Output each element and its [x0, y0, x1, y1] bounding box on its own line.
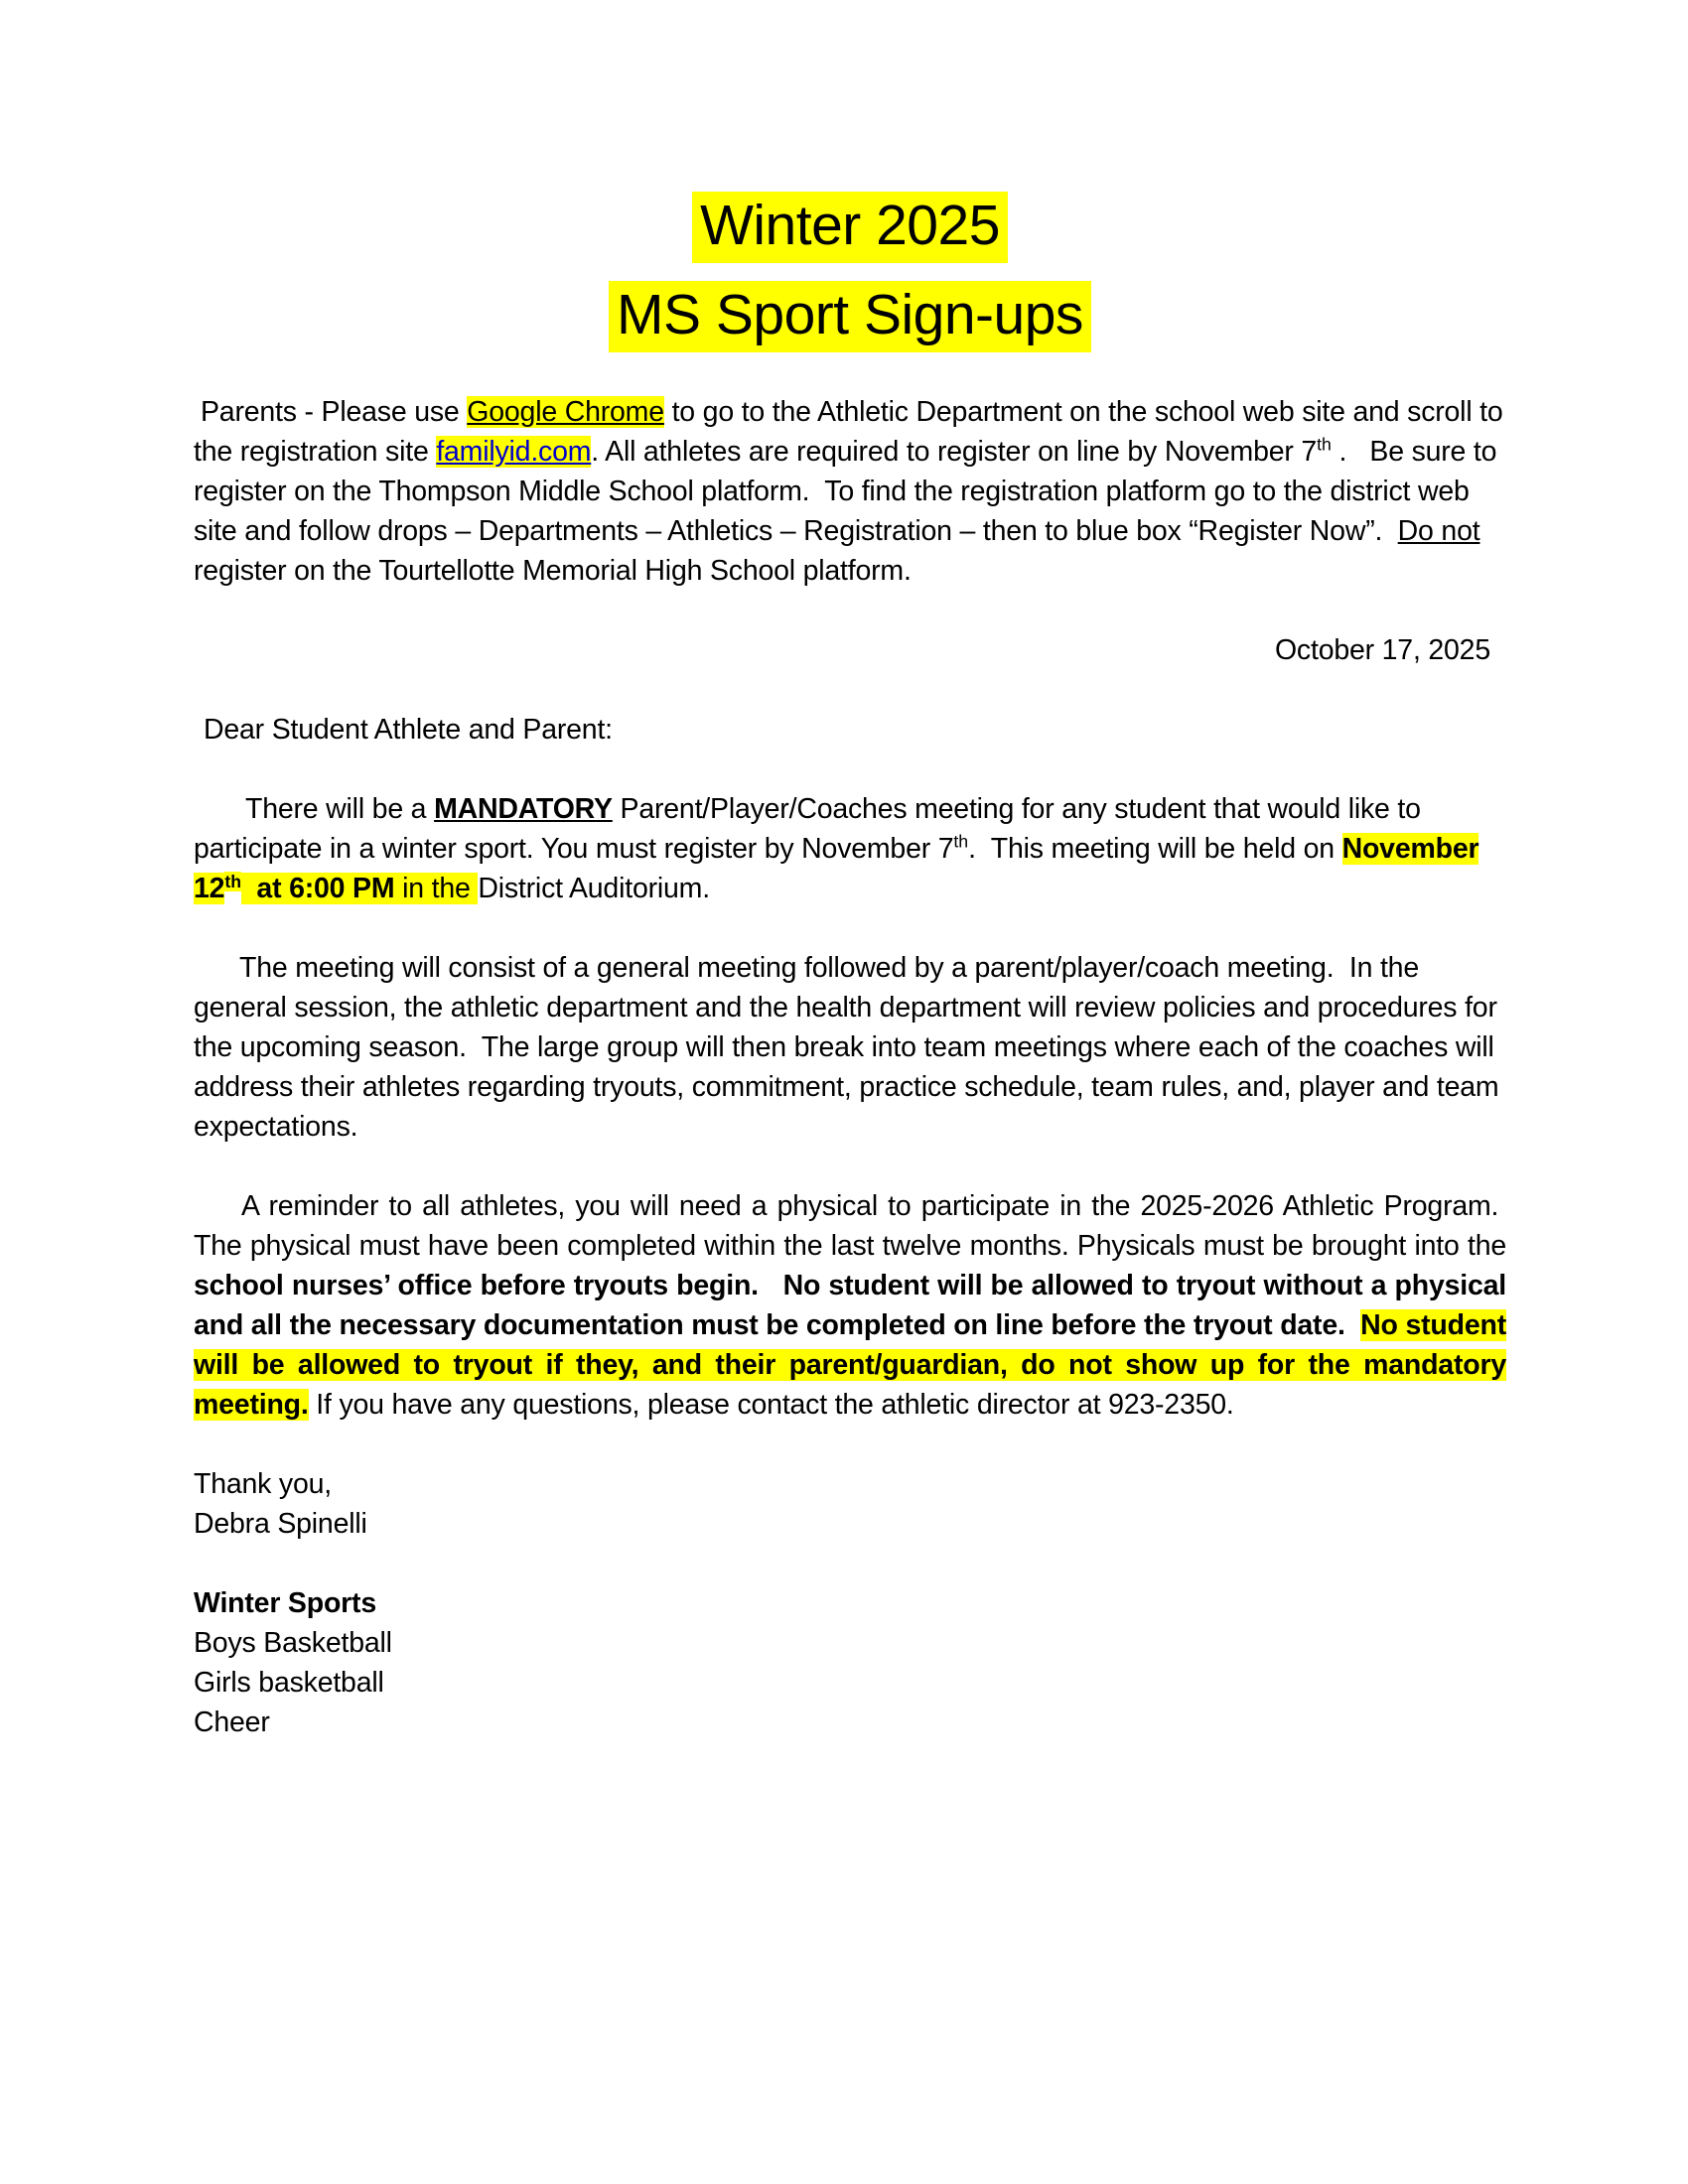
text-run: th — [1317, 434, 1332, 455]
do-not-underlined: Do not — [1397, 515, 1480, 547]
title-line-1: Winter 2025 — [692, 192, 1008, 263]
closing-thanks: Thank you, — [194, 1468, 332, 1500]
sport-item-girls-basketball: Girls basketball — [194, 1667, 384, 1699]
title-line-2: MS Sport Sign-ups — [609, 281, 1091, 352]
text-run: . All athletes are required to register on line by November 7 — [591, 436, 1318, 468]
text-run: A reminder to all athletes, you will need a physical to participate in the 2025-2026 Athletic Program. The physical must have been completed within the last twelve months. Physicals must be brought into the — [194, 1190, 1506, 1262]
text-run: to go to the Athletic Department on the school web site and scroll to the registration site — [194, 396, 1503, 468]
salutation: Dear Student Athlete and Parent: — [204, 714, 613, 746]
text-run: If you have any questions, please contact the athletic director at 923-2350. — [308, 1389, 1234, 1421]
text-run: Parent/Player/Coaches meeting for any student that would like to participate in a winter sport. You must register by November 7 — [194, 793, 1421, 865]
closing — [194, 1464, 1506, 1742]
text-run: th — [953, 831, 969, 852]
paragraph-meeting-structure — [194, 948, 1506, 1147]
meeting-time-highlight: at 6:00 PM — [240, 873, 395, 904]
meeting-date-highlight: November 12 — [194, 833, 1479, 904]
text-run: District Auditorium. — [478, 873, 710, 904]
letter-content — [194, 0, 1506, 1742]
text-run: in the — [394, 873, 479, 904]
text-run: The meeting will consist of a general meeting followed by a parent/player/coach meeting. In the general session, the athletic department and the health department will review policies and procedures for the upcoming season. The large group will then break into team meetings where each of the coaches will address their athletes regarding tryouts, commitment, practice schedule, team rules, and, player and team expectations. — [194, 952, 1499, 1143]
mandatory-warning-highlight: No student will be allowed to tryout if they, and their parent/guardian, do not show up for the mandatory meeting. — [194, 1309, 1506, 1421]
text-run: . Be sure to register on the Thompson Middle School platform. To find the registration platform go to the district web site and follow drops – Departments – Athletics – Registration – then to blue box “Register Now”. — [194, 436, 1497, 547]
paragraph-registration-info — [194, 392, 1506, 591]
paragraph-mandatory-meeting — [194, 789, 1506, 908]
title-line-1-wrap — [194, 181, 1506, 270]
text-run: school nurses’ office before tryouts begin. No student will be allowed to tryout without a physical and all the necessary documentation must be completed on line before the tryout date. — [194, 1270, 1506, 1341]
date-line: October 17, 2025 — [1274, 634, 1490, 666]
letter-title — [194, 181, 1506, 359]
signature-name: Debra Spinelli — [194, 1508, 367, 1540]
google-chrome-highlight: Google Chrome — [467, 396, 664, 428]
sport-item-cheer: Cheer — [194, 1706, 270, 1738]
mandatory-emphasis: MANDATORY — [434, 793, 613, 825]
sport-item-boys-basketball: Boys Basketball — [194, 1627, 392, 1659]
familyid-link[interactable]: familyid.com — [436, 436, 592, 468]
letter-body — [194, 392, 1506, 1425]
winter-sports-heading: Winter Sports — [194, 1587, 376, 1619]
text-run: There will be a — [245, 793, 435, 825]
text-run: th — [224, 871, 241, 891]
title-line-2-wrap — [194, 270, 1506, 359]
text-run: . This meeting will be held on — [968, 833, 1342, 865]
text-run: Parents - Please use — [201, 396, 468, 428]
paragraph-physical-reminder — [194, 1186, 1506, 1425]
text-run: register on the Tourtellotte Memorial High School platform. — [194, 555, 912, 587]
